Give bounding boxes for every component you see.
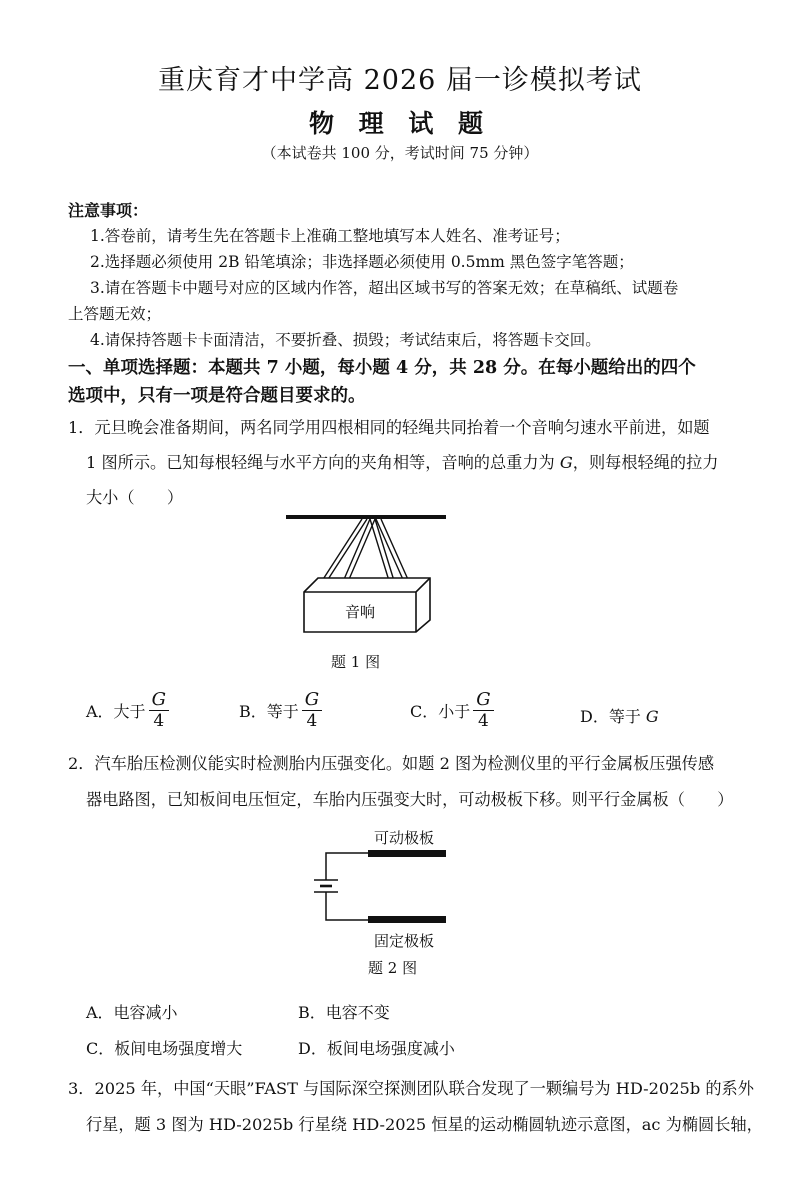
rope <box>376 519 410 584</box>
q1-option-d[interactable] <box>580 704 659 727</box>
exam-title: 重庆育才中学高 2026 届一诊模拟考试 <box>158 65 642 96</box>
q1-figure <box>280 508 460 638</box>
section-heading-line2: 选项中，只有一项是符合题目要求的。 <box>68 386 366 406</box>
fraction-denominator: 4 <box>149 710 169 731</box>
q1-var-g: G <box>559 453 573 472</box>
q1-option-a[interactable] <box>86 690 169 731</box>
fraction-numerator: G <box>304 689 320 710</box>
speaker-label: 音响 <box>344 603 376 621</box>
q1-stem-line2 <box>86 449 718 473</box>
q1-stem-line1: 1．元旦晚会准备期间，两名同学用四根相同的轻绳共同抬着一个音响匀速水平前进，如题 <box>68 418 710 437</box>
exam-info: （本试卷共 100 分，考试时间 75 分钟） <box>261 144 539 162</box>
circuit-wire <box>326 853 368 920</box>
q2-option-a[interactable]: A．电容减小 <box>86 1003 178 1022</box>
q2-option-b[interactable]: B．电容不变 <box>298 1003 390 1022</box>
q1-option-b[interactable] <box>239 690 322 731</box>
option-c-text: C．小于 <box>410 702 471 721</box>
q2-stem-line1: 2．汽车胎压检测仪能实时检测胎内压强变化。如题 2 图为检测仪里的平行金属板压强传感 <box>68 754 715 773</box>
note-item: 2.选择题必须使用 2B 铅笔填涂；非选择题必须使用 0.5mm 黑色签字笔答题； <box>90 253 634 271</box>
note-item: 4.请保持答题卡卡面清洁，不要折叠、损毁；考试结束后，将答题卡交回。 <box>90 331 601 349</box>
option-d-var: G <box>645 707 659 726</box>
q2-caption: 题 2 图 <box>368 959 418 977</box>
q1-text-a: 1 图所示。已知每根轻绳与水平方向的夹角相等，音响的总重力为 <box>86 453 560 472</box>
q1-option-c[interactable] <box>410 690 494 731</box>
q1-stem-line3: 大小（ ） <box>86 488 184 507</box>
note-item: 上答题无效； <box>68 305 162 323</box>
q2-option-d[interactable]: D．板间电场强度减小 <box>298 1039 455 1058</box>
q2-stem-line2: 器电路图，已知板间电压恒定，车胎内压强变大时，可动极板下移。则平行金属板（ ） <box>86 790 734 809</box>
q2-circuit-figure <box>300 840 460 935</box>
option-d-text: D．等于 <box>580 707 646 726</box>
q3-stem-line2: 行星，题 3 图为 HD-2025b 行星绕 HD-2025 恒星的运动椭圆轨迹示意图，ac 为椭圆长轴， <box>86 1115 763 1134</box>
subject-title: 物 理 试 题 <box>308 109 492 138</box>
fixed-plate-label: 固定极板 <box>374 932 435 950</box>
movable-plate <box>368 850 446 857</box>
q2-option-c[interactable]: C．板间电场强度增大 <box>86 1039 243 1058</box>
fraction-g-over-4 <box>149 690 169 731</box>
section-heading-line1: 一、单项选择题：本题共 7 小题，每小题 4 分，共 28 分。在每小题给出的四个 <box>68 358 696 378</box>
fraction-denominator: 4 <box>473 710 493 731</box>
note-item: 3.请在答题卡中题号对应的区域内作答，超出区域书写的答案无效；在草稿纸、试题卷 <box>90 279 679 297</box>
q3-stem-line1: 3．2025 年，中国“天眼”FAST 与国际深空探测团队联合发现了一颗编号为 HD-2025b 的系外 <box>68 1079 754 1098</box>
q1-text-b: ，则每根轻绳的拉力 <box>572 453 719 472</box>
fixed-plate <box>368 916 446 923</box>
movable-plate-label: 可动极板 <box>374 829 435 847</box>
fraction-g-over-4 <box>302 690 322 731</box>
option-b-text: B．等于 <box>239 702 299 721</box>
rope <box>320 519 367 584</box>
fraction-numerator: G <box>476 689 491 710</box>
fraction-g-over-4 <box>473 690 493 731</box>
q1-caption: 题 1 图 <box>331 653 381 671</box>
rope <box>342 519 375 584</box>
fraction-denominator: 4 <box>302 710 322 731</box>
option-a-text: A．大于 <box>86 702 146 721</box>
fraction-numerator: G <box>151 689 166 710</box>
notes-heading: 注意事项： <box>68 201 149 220</box>
note-item: 1.答卷前，请考生先在答题卡上准确工整地填写本人姓名、准考证号； <box>90 227 570 245</box>
